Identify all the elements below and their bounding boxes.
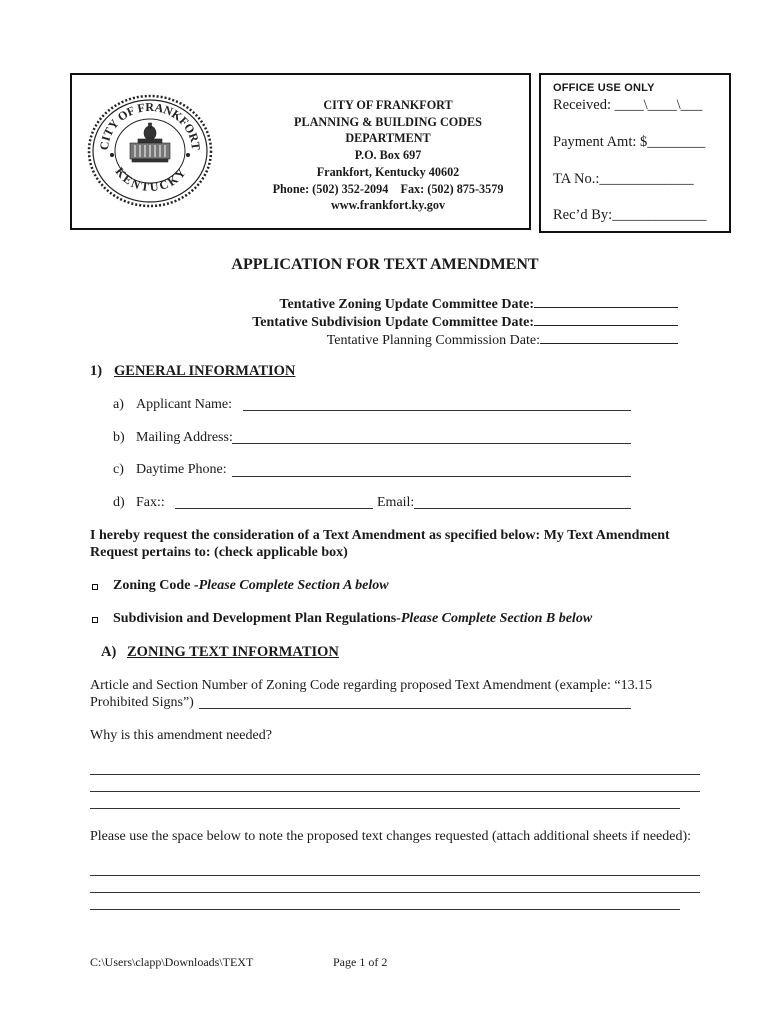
- article-section-prompt-line1: Article and Section Number of Zoning Code regarding proposed Text Amendment (example: “13.15: [90, 678, 653, 693]
- zoning-code-instruction: Please Complete Section A below: [198, 578, 389, 593]
- subdivision-option: [113, 611, 592, 627]
- payment-amount-field: Payment Amt: $________: [553, 134, 706, 150]
- mailing-address-label: Mailing Address:: [136, 430, 233, 445]
- article-section-prompt-line2: Prohibited Signs”): [90, 695, 194, 710]
- proposed-changes-prompt: Please use the space below to note the proposed text changes requested (attach additional sheets if needed):: [90, 829, 692, 844]
- zoning-code-checkbox[interactable]: [92, 584, 98, 590]
- seal-bottom-text: KENTUCKY: [112, 164, 190, 195]
- proposed-changes-line-2[interactable]: [90, 892, 700, 893]
- received-by-field: Rec’d By:_____________: [553, 207, 707, 223]
- received-field: Received: ____\____\___: [553, 97, 703, 113]
- po-box: P.O. Box 697: [354, 148, 422, 163]
- subdivision-label: Subdivision and Development Plan Regulations-: [113, 611, 401, 626]
- daytime-phone-field[interactable]: [232, 476, 631, 477]
- request-statement-line2: Request pertains to: (check applicable box): [90, 545, 348, 560]
- seal-top-text: CITY OF FRANKFORT: [96, 99, 204, 151]
- subdivision-committee-date-field[interactable]: [534, 313, 678, 326]
- ta-number-field: TA No.:_____________: [553, 171, 694, 187]
- zoning-committee-date-field[interactable]: [534, 295, 678, 308]
- general-info-number: 1): [90, 363, 103, 379]
- subdivision-instruction: Please Complete Section B below: [400, 611, 593, 626]
- planning-commission-date-row: [327, 331, 678, 349]
- footer-page-number: Page 1 of 2: [333, 955, 388, 969]
- zoning-code-label: Zoning Code -: [113, 578, 199, 593]
- zoning-code-option: [113, 578, 389, 594]
- website-link[interactable]: www.frankfort.ky.gov: [330, 198, 446, 213]
- fax-marker: d): [113, 495, 125, 510]
- zoning-committee-date-row: [279, 295, 678, 313]
- why-needed-prompt: Why is this amendment needed?: [90, 728, 272, 743]
- why-needed-line-2[interactable]: [90, 791, 700, 792]
- proposed-changes-line-3[interactable]: [90, 909, 680, 910]
- planning-commission-date-field[interactable]: [540, 331, 678, 344]
- zoning-committee-date-label: Tentative Zoning Update Committee Date:: [279, 297, 534, 312]
- request-statement-line1: I hereby request the consideration of a Text Amendment as specified below: My Text Amendment: [90, 528, 670, 543]
- fax-label: Fax::: [136, 495, 165, 510]
- city-seal-logo: [86, 93, 214, 209]
- section-a-marker: A): [101, 644, 117, 660]
- planning-commission-date-label: Tentative Planning Commission Date:: [326, 333, 540, 348]
- mailing-address-field[interactable]: [232, 443, 631, 444]
- mailing-address-marker: b): [113, 430, 125, 445]
- why-needed-line-3[interactable]: [90, 808, 680, 809]
- fax-field[interactable]: [175, 508, 373, 509]
- city-name: CITY OF FRANKFORT: [323, 98, 453, 112]
- department-name: PLANNING & BUILDING CODES: [294, 114, 482, 129]
- why-needed-line-1[interactable]: [90, 774, 700, 775]
- office-use-title: OFFICE USE ONLY: [553, 82, 655, 94]
- proposed-changes-line-1[interactable]: [90, 875, 700, 876]
- subdivision-committee-date-row: [252, 313, 678, 331]
- footer-file-path: C:\Users\clapp\Downloads\TEXT: [90, 955, 254, 969]
- subdivision-committee-date-label: Tentative Subdivision Update Committee Date:: [252, 315, 534, 330]
- svg-text:KENTUCKY: [112, 165, 189, 195]
- form-title: APPLICATION FOR TEXT AMENDMENT: [231, 256, 539, 273]
- city-state-zip: Frankfort, Kentucky 40602: [316, 164, 460, 179]
- applicant-name-field[interactable]: [243, 410, 631, 411]
- applicant-name-label: Applicant Name:: [136, 397, 233, 412]
- department-info: [238, 97, 538, 214]
- phone-fax: Phone: (502) 352-2094 Fax: (502) 875-3579: [272, 181, 504, 196]
- applicant-name-marker: a): [113, 397, 124, 412]
- general-info-heading: GENERAL INFORMATION: [114, 363, 296, 379]
- section-a-heading: ZONING TEXT INFORMATION: [127, 644, 339, 660]
- department-name-cont: DEPARTMENT: [345, 131, 431, 146]
- article-section-field[interactable]: [199, 708, 631, 709]
- email-field[interactable]: [414, 508, 631, 509]
- subdivision-checkbox[interactable]: [92, 617, 98, 623]
- daytime-phone-label: Daytime Phone:: [136, 462, 227, 477]
- email-label: Email:: [377, 495, 415, 510]
- daytime-phone-marker: c): [113, 462, 124, 477]
